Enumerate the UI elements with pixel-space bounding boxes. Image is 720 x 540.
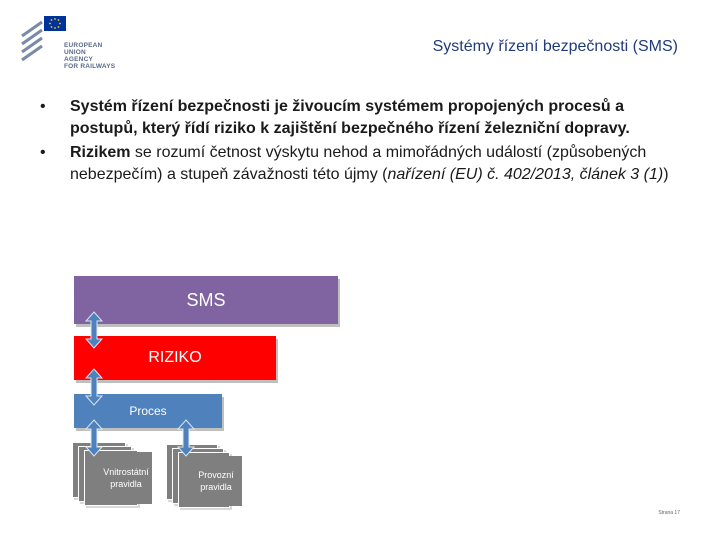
- logo-line: AGENCY: [64, 56, 94, 63]
- proces-label: Proces: [129, 404, 167, 418]
- double-arrow-icon: [86, 312, 102, 348]
- sms-label: SMS: [186, 289, 226, 310]
- double-arrow-icon: [86, 420, 102, 456]
- page-number: Strana 17: [658, 510, 680, 516]
- riziko-label: RIZIKO: [148, 349, 202, 366]
- bullet-dot-icon: •: [40, 144, 46, 161]
- double-arrow-icon: [178, 420, 194, 456]
- slide-title: Systémy řízení bezpečnosti (SMS): [432, 38, 678, 55]
- bullet-citation: nařízení (EU) č. 402/2013, článek 3 (1): [387, 166, 664, 183]
- bullet-dot-icon: •: [40, 98, 46, 115]
- leaf-label: Vnitrostátní pravidla: [103, 467, 149, 489]
- bullet-text: se rozumí četnost výskytu nehod a mimořádných událostí (způsobených nebezpečím) a stupeň závažnosti této újmy (: [70, 144, 647, 183]
- logo-line: UNION: [64, 49, 86, 56]
- double-arrow-icon: [86, 369, 102, 405]
- logo-line: FOR RAILWAYS: [64, 63, 116, 70]
- logo-line: EUROPEAN: [64, 42, 103, 49]
- bullet-text: Systém řízení bezpečnosti je živoucím systémem propojených procesů a postupů, který řídí riziko k zajištění bezpečného řízení železniční dopravy.: [70, 98, 630, 137]
- bullet-lead: Rizikem: [70, 144, 131, 161]
- leaf-label: Provozní pravidla: [198, 470, 234, 492]
- bullet-tail: ): [663, 166, 669, 183]
